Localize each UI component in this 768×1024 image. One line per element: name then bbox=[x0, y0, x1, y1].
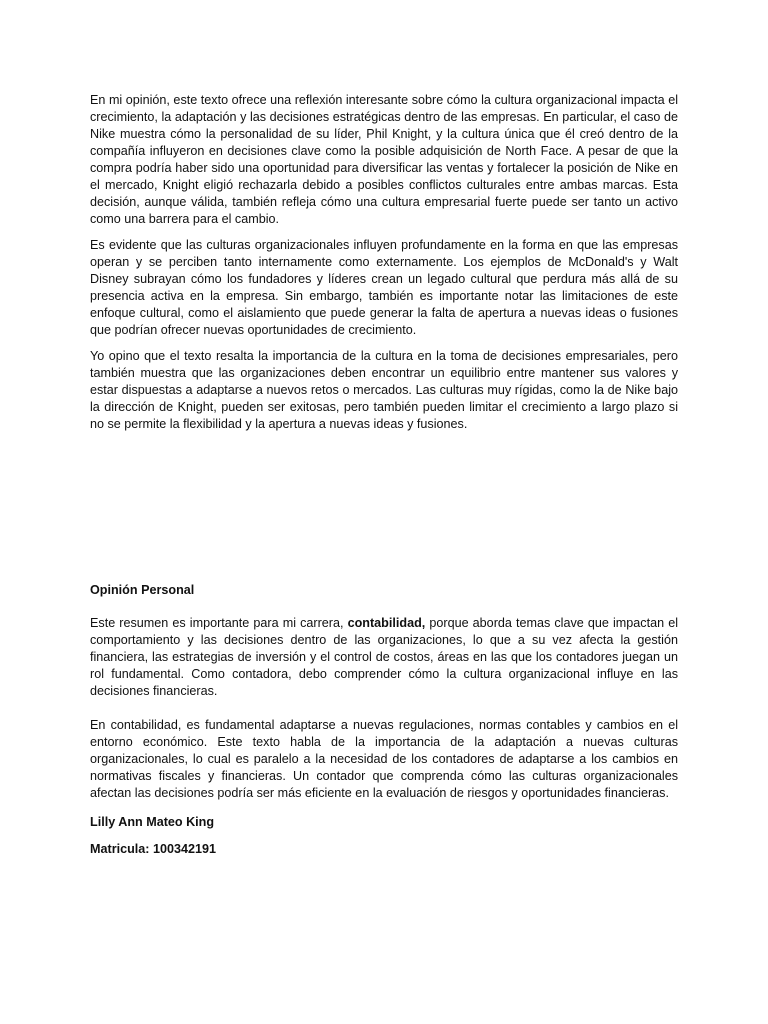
opinion-paragraph-3: Yo opino que el texto resalta la importancia de la cultura en la toma de decisiones empresariales, pero también muestra que las organizaciones deben encontrar un equilibrio entre mantener sus valores y estar dispuestas a adaptarse a nuevos retos o mercados. Las culturas muy rígidas, como la de Nike bajo la dirección de Knight, pueden ser exitosas, pero también pueden limitar el crecimiento a largo plazo si no se permite la flexibilidad y la apertura a nuevas ideas y fusiones. bbox=[90, 349, 678, 431]
career-paragraph-start: Este resumen es importante para mi carrera, bbox=[90, 616, 348, 630]
opinion-paragraph-1: En mi opinión, este texto ofrece una reflexión interesante sobre cómo la cultura organizacional impacta el crecimiento, la adaptación y las decisiones estratégicas dentro de las empresas. En particular, el caso de Nike muestra cómo la personalidad de su líder, Phil Knight, y la cultura única que él creó dentro de la compañía influyeron en decisiones clave como la posible adquisición de North Face. A pesar de que la compra podría haber sido una oportunidad para diversificar las ventas y fortalecer la posición de Nike en el mercado, Knight eligió rechazarla debido a posibles conflictos culturales entre ambas marcas. Esta decisión, aunque válida, también refleja cómo una cultura empresarial fuerte puede ser tanto un activo como una barrera para el cambio. bbox=[90, 93, 678, 226]
section-heading: Opinión Personal bbox=[90, 583, 195, 597]
document-page bbox=[90, 92, 678, 858]
career-paragraph bbox=[90, 615, 678, 700]
career-paragraph-end: porque aborda temas clave que impactan el comportamiento y las decisiones dentro de las organizaciones, lo que a su vez afecta la gestión financiera, las estrategias de inversión y el control de costos, áreas en las que los contadores juegan un rol fundamental. Como contadora, debo comprender cómo la cultura organizacional influye en las decisiones financieras. bbox=[90, 616, 678, 698]
accounting-paragraph: En contabilidad, es fundamental adaptarse a nuevas regulaciones, normas contables y cambios en el entorno económico. Este texto habla de la importancia de la adaptación a nuevas culturas organizacionales, lo cual es paralelo a la necesidad de los contadores de adaptarse a los cambios en normativas fiscales y financieras. Un contador que comprenda cómo las culturas organizacionales afectan las decisiones podría ser más eficiente en la evaluación de riesgos y oportunidades financieras. bbox=[90, 718, 678, 800]
opinion-paragraph-2: Es evidente que las culturas organizacionales influyen profundamente en la forma en que las empresas operan y se perciben tanto internamente como externamente. Los ejemplos de McDonald's y Walt Disney subrayan cómo los fundadores y líderes crean un legado cultural que perdura más allá de su presencia activa en la empresa. Sin embargo, también es importante notar las limitaciones de este enfoque cultural, como el aislamiento que puede generar la falta de apertura a nuevas ideas o fusiones que podrían ofrecer nuevas oportunidades de crecimiento. bbox=[90, 238, 678, 337]
student-id: Matricula: 100342191 bbox=[90, 842, 217, 856]
career-keyword: contabilidad, bbox=[347, 616, 426, 630]
author-name: Lilly Ann Mateo King bbox=[90, 815, 215, 829]
